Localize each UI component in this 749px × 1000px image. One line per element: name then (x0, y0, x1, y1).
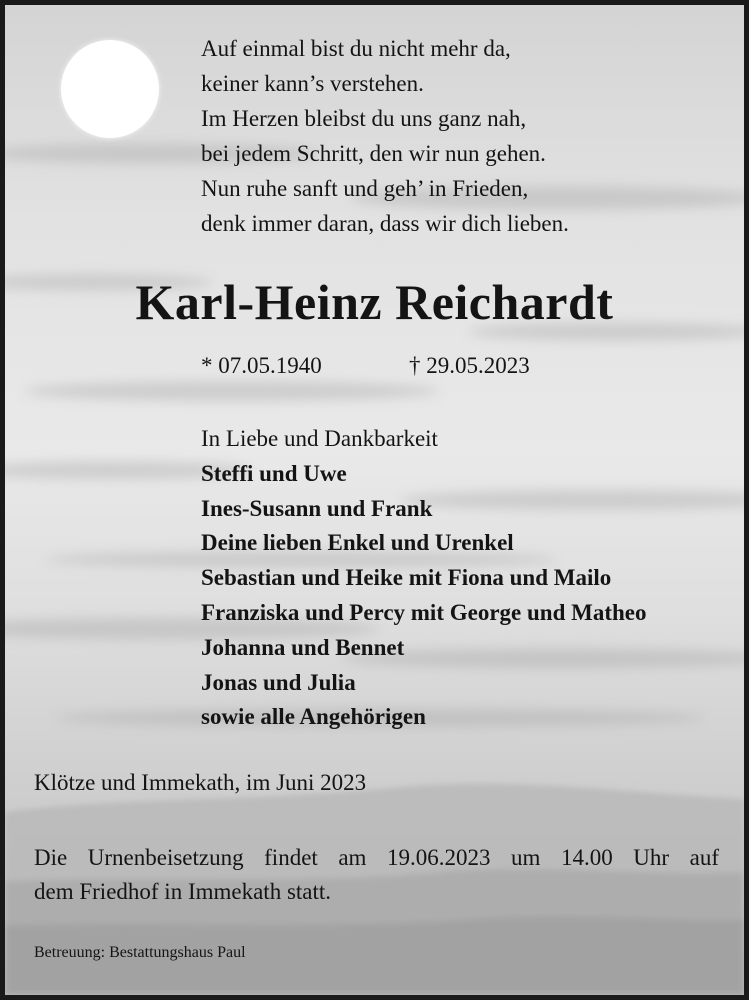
poem-line: keiner kann’s verstehen. (201, 71, 424, 96)
mourner-entry: Jonas und Julia (201, 669, 356, 695)
poem-line: Auf einmal bist du nicht mehr da, (201, 36, 511, 61)
mourner-entry: Johanna und Bennet (201, 634, 405, 660)
mourner-entry: Sebastian und Heike mit Fiona und Mailo (201, 565, 612, 591)
mourner-entry: Steffi und Uwe (201, 460, 347, 486)
poem-line: denk immer daran, dass wir dich lieben. (201, 211, 569, 236)
poem-line: Nun ruhe sanft und geh’ in Frieden, (201, 176, 529, 201)
mourner-entry: Franziska und Percy mit George und Matheo (201, 599, 647, 625)
death-date: † 29.05.2023 (409, 353, 530, 378)
burial-info (34, 841, 719, 909)
birth-date: * 07.05.1940 (201, 353, 322, 378)
deceased-name: Karl-Heinz Reichardt (135, 274, 614, 330)
poem (201, 31, 569, 241)
poem-line: Im Herzen bleibst du uns ganz nah, (201, 106, 527, 131)
burial-line: Die Urnenbeisetzung findet am 19.06.2023 um 14.00 Uhr auf (34, 845, 719, 870)
place-and-date: Klötze und Immekath, im Juni 2023 (34, 770, 367, 795)
mourner-entry: Deine lieben Enkel und Urenkel (201, 530, 514, 556)
funeral-home-credit: Betreuung: Bestattungshaus Paul (34, 944, 246, 961)
mourner-entry: sowie alle Angehörigen (201, 704, 426, 730)
burial-line: dem Friedhof in Immekath statt. (34, 879, 332, 904)
moon-image (61, 40, 159, 138)
mourners-list (201, 422, 647, 735)
poem-line: bei jedem Schritt, den wir nun gehen. (201, 141, 546, 166)
mourners-intro: In Liebe und Dankbarkeit (201, 426, 438, 451)
mourner-entry: Ines-Susann und Frank (201, 495, 433, 521)
